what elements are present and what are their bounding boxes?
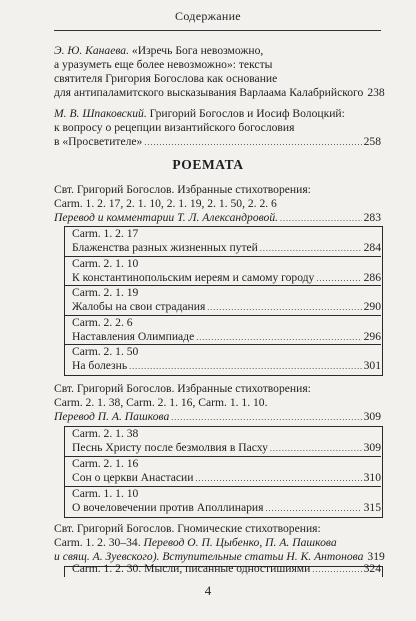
entry-kanaeva-line-1: Э. Ю. Канаева. «Изречь Бога невозможно,: [54, 44, 264, 57]
group1-translator: Перевод и комментарии Т. Л. Александровой. . . . 283: [54, 211, 381, 226]
group2-translator: Перевод П. А. Пашкова . . . 309: [54, 410, 381, 425]
page-number: 315: [363, 501, 381, 514]
toc-item: О вочеловечении против Аполлинария . . . 315: [72, 501, 381, 516]
group2-heading-1: Свт. Григорий Богослов. Избранные стихотворения:: [54, 382, 311, 395]
toc-item: Carm. 1. 2. 30. Мысли, писанные одностишиями . . . 324: [72, 562, 381, 577]
toc-item: На болезнь . . . 301: [72, 359, 381, 374]
toc-item: Песнь Христу после безмолвия в Пасху . . . 309: [72, 441, 381, 456]
item-ref: Carm. 1. 1. 10: [72, 487, 139, 500]
item-ref: Carm. 2. 1. 10: [72, 257, 139, 270]
page-number: 290: [363, 300, 381, 313]
item-ref: Carm. 2. 1. 50: [72, 345, 139, 358]
running-head: Содержание: [175, 9, 241, 23]
group3-heading: Свт. Григорий Богослов. Гномические стихотворения:: [54, 522, 321, 535]
page-number: 301: [363, 359, 381, 372]
page-number: 258: [363, 135, 381, 148]
page-number: 286: [363, 271, 381, 284]
item-ref: Carm. 2. 1. 38: [72, 427, 139, 440]
page-number: 296: [363, 330, 381, 343]
entry-kanaeva-line-3: святителя Григория Богослова как основание: [54, 72, 278, 85]
header-rule: [54, 30, 381, 31]
item-ref: Carm. 1. 2. 17: [72, 227, 139, 240]
author-shpakovsky: М. В. Шпаковский.: [54, 107, 147, 120]
author-kanaeva: Э. Ю. Канаева.: [54, 44, 129, 57]
entry-shpakovsky-line-3: в «Просветителе» . . . 258: [54, 135, 381, 150]
toc-item: Жалобы на свои страдания . . . 290: [72, 300, 381, 315]
group3-translator-1: Carm. 1. 2. 30–34. Перевод О. П. Цыбенко, П. А. Пашкова: [54, 536, 337, 549]
page-number: 284: [363, 241, 381, 254]
item-ref: Carm. 2. 2. 6: [72, 316, 133, 329]
toc-item: Блаженства разных жизненных путей . . . 284: [72, 241, 381, 256]
toc-item: К константинопольским иереям и самому городу . . . 286: [72, 271, 381, 286]
page-folio: 4: [204, 583, 212, 598]
section-title: POEMATA: [172, 157, 244, 172]
toc-item: Сон о церкви Анастасии . . . 310: [72, 471, 381, 486]
group2-heading-2: Carm. 2. 1. 38, Carm. 2. 1. 16, Carm. 1. 1. 10.: [54, 396, 268, 409]
group1-heading-1: Свт. Григорий Богослов. Избранные стихотворения:: [54, 183, 311, 196]
page-number: 310: [363, 471, 381, 484]
entry-shpakovsky-line-2: к вопросу о рецепции византийского богословия: [54, 121, 295, 134]
page-number: 309: [363, 410, 381, 423]
group3-translator-2: и свящ. А. Зуевского). Вступительные статьи Н. К. Антонова 319: [54, 550, 385, 563]
entry-shpakovsky-line-1: М. В. Шпаковский. Григорий Богослов и Иосиф Волоцкий:: [54, 107, 345, 120]
page-number: 324: [363, 562, 381, 575]
group1-heading-2: Carm. 1. 2. 17, 2. 1. 10, 2. 1. 19, 2. 1. 50, 2. 2. 6: [54, 197, 277, 210]
toc-item: Наставления Олимпиаде . . . 296: [72, 330, 381, 345]
entry-kanaeva-line-4: для антипаламитского высказывания Варлаама Калабрийского 238: [54, 86, 385, 99]
page-number: 238: [367, 86, 385, 99]
item-ref: Carm. 2. 1. 16: [72, 457, 139, 470]
page-number: 283: [363, 211, 381, 224]
page-number: 319: [367, 550, 385, 563]
item-ref: Carm. 2. 1. 19: [72, 286, 139, 299]
entry-kanaeva-line-2: а уразуметь еще более невозможно»: тексты: [54, 58, 273, 71]
page-number: 309: [363, 441, 381, 454]
